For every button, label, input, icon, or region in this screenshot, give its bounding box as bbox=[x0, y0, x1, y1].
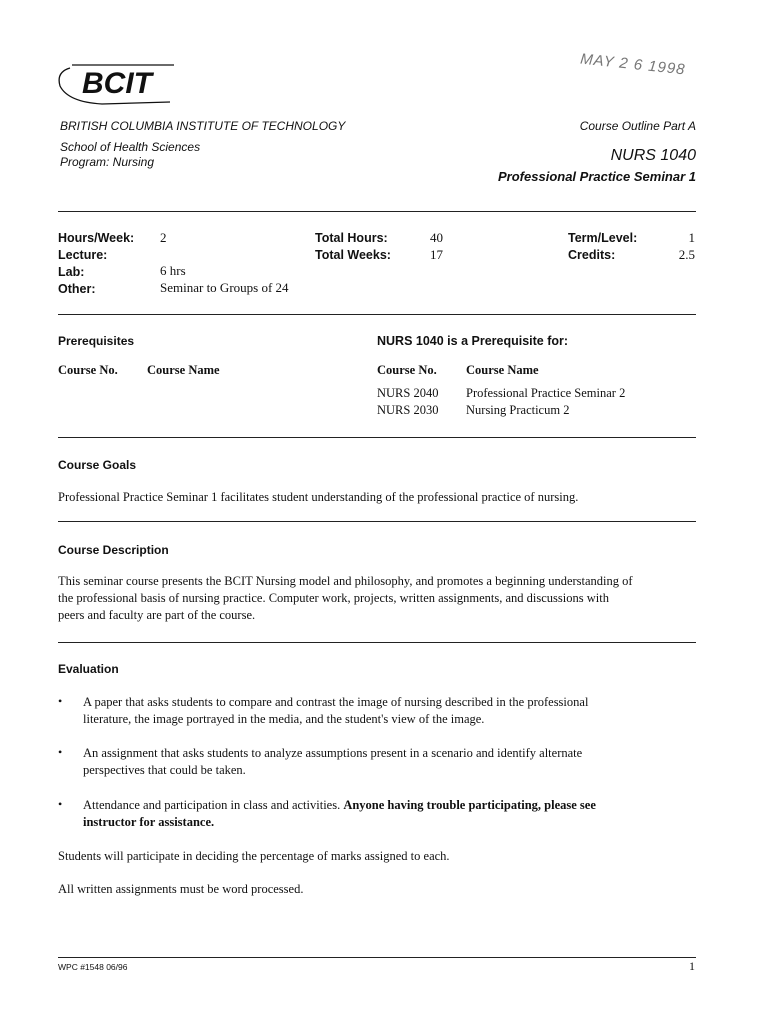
footer-divider bbox=[58, 957, 696, 958]
course-goals-title: Course Goals bbox=[58, 458, 137, 472]
other-label: Other: bbox=[58, 282, 96, 296]
total-hours-label: Total Hours: bbox=[315, 231, 388, 245]
total-weeks-value: 17 bbox=[430, 247, 443, 262]
credits-label: Credits: bbox=[568, 248, 616, 262]
lab-value: 6 hrs bbox=[160, 263, 186, 278]
total-hours-value: 40 bbox=[430, 230, 443, 245]
divider bbox=[58, 314, 696, 315]
hours-week-label: Hours/Week: bbox=[58, 231, 135, 245]
table-row bbox=[377, 403, 438, 418]
course-no: NURS 2030 bbox=[377, 403, 439, 417]
bullet-icon: • bbox=[58, 745, 63, 759]
evaluation-item bbox=[83, 797, 596, 831]
school-name: School of Health Sciences bbox=[60, 140, 201, 154]
bcit-logo bbox=[52, 52, 182, 112]
total-weeks-label: Total Weeks: bbox=[315, 248, 391, 262]
course-title: Professional Practice Seminar 1 bbox=[498, 169, 696, 184]
evaluation-note: Students will participate in deciding the percentage of marks assigned to each. bbox=[58, 849, 450, 863]
evaluation-title: Evaluation bbox=[58, 662, 119, 676]
divider bbox=[58, 521, 696, 522]
course-description-text bbox=[58, 573, 708, 624]
program-name: Program: Nursing bbox=[60, 155, 155, 169]
evaluation-line: perspectives that could be taken. bbox=[83, 763, 246, 777]
table-row-name bbox=[466, 403, 569, 418]
evaluation-bold-text: Anyone having trouble participating, please see bbox=[343, 798, 596, 812]
other-value: Seminar to Groups of 24 bbox=[160, 280, 289, 295]
prereq-col-name: Course Name bbox=[147, 363, 220, 377]
description-line: peers and faculty are part of the course. bbox=[58, 608, 256, 622]
table-row bbox=[377, 386, 438, 401]
prereq-for-col-name: Course Name bbox=[466, 363, 539, 377]
evaluation-note: All written assignments must be word processed. bbox=[58, 882, 304, 896]
evaluation-line: literature, the image portrayed in the media, and the student's view of the image. bbox=[83, 712, 485, 726]
course-name: Professional Practice Seminar 2 bbox=[466, 386, 626, 400]
course-description-title: Course Description bbox=[58, 543, 169, 557]
footer-code: WPC #1548 06/96 bbox=[58, 962, 128, 972]
logo-text: BCIT bbox=[82, 67, 152, 100]
evaluation-line: An assignment that asks students to analyze assumptions present in a scenario and identify alternate bbox=[83, 746, 583, 760]
description-line: This seminar course presents the BCIT Nursing model and philosophy, and promotes a beginning understanding of bbox=[58, 574, 633, 588]
divider bbox=[58, 211, 696, 212]
bullet-icon: • bbox=[58, 694, 63, 708]
page-number: 1 bbox=[689, 959, 695, 973]
outline-label: Course Outline bbox=[579, 119, 660, 133]
evaluation-line: A paper that asks students to compare and contrast the image of nursing described in the professional bbox=[83, 695, 589, 709]
credits-value: 2.5 bbox=[678, 247, 695, 262]
evaluation-item bbox=[83, 694, 588, 728]
bullet-icon: • bbox=[58, 797, 63, 811]
lab-label: Lab: bbox=[58, 265, 85, 279]
course-no: NURS 2040 bbox=[377, 386, 439, 400]
divider bbox=[58, 437, 696, 438]
course-code: NURS 1040 bbox=[610, 147, 696, 164]
term-value: 1 bbox=[688, 230, 695, 245]
table-row-name bbox=[466, 386, 625, 401]
evaluation-bold-text: instructor for assistance. bbox=[83, 815, 215, 829]
outline-part: Part A bbox=[663, 119, 696, 133]
course-name: Nursing Practicum 2 bbox=[466, 403, 570, 417]
prereq-col-no: Course No. bbox=[58, 363, 118, 377]
evaluation-text: Attendance and participation in class and activities. bbox=[83, 798, 344, 812]
prerequisites-title: Prerequisites bbox=[58, 334, 135, 348]
lecture-label: Lecture: bbox=[58, 248, 108, 262]
course-outline-label bbox=[580, 119, 696, 133]
prerequisite-for-title: NURS 1040 is a Prerequisite for: bbox=[377, 334, 569, 348]
evaluation-item bbox=[83, 745, 582, 779]
divider bbox=[58, 642, 696, 643]
hours-week-value: 2 bbox=[160, 230, 167, 245]
course-goals-text: Professional Practice Seminar 1 facilitates student understanding of the professional practice of nursing. bbox=[58, 490, 579, 504]
description-line: the professional basis of nursing practice. Computer work, projects, written assignments, and discussions with bbox=[58, 591, 609, 605]
term-label: Term/Level: bbox=[568, 231, 638, 245]
institute-name: BRITISH COLUMBIA INSTITUTE OF TECHNOLOGY bbox=[60, 119, 346, 133]
prereq-for-col-no: Course No. bbox=[377, 363, 437, 377]
received-stamp: MAY 2 6 1998 bbox=[579, 50, 687, 79]
